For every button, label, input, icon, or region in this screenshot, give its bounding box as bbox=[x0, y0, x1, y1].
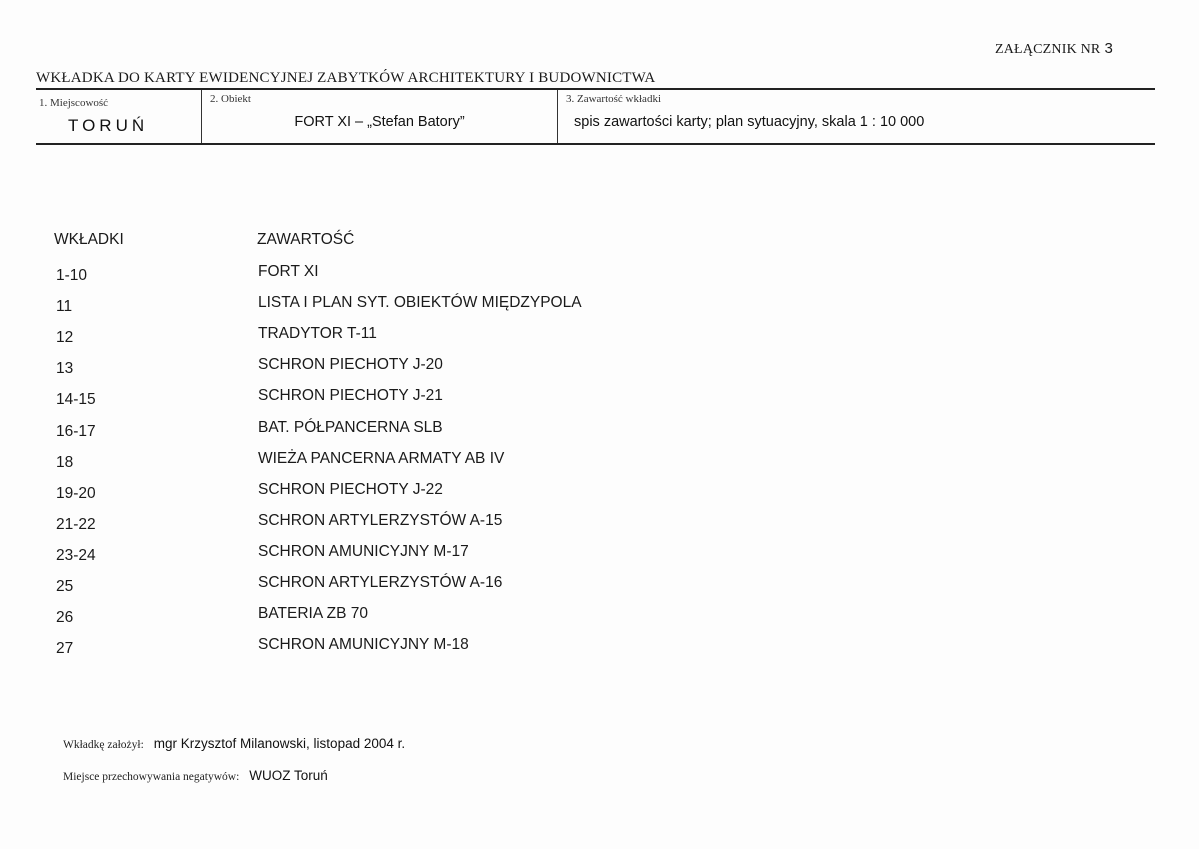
row-contents: BAT. PÓŁPANCERNA SLB bbox=[258, 418, 443, 436]
object-label: 2. Obiekt bbox=[210, 93, 251, 105]
row-inserts: 23-24 bbox=[56, 546, 96, 564]
list-row bbox=[54, 512, 754, 542]
list-row bbox=[54, 574, 754, 604]
row-inserts: 16-17 bbox=[56, 422, 96, 440]
list-row bbox=[54, 356, 754, 386]
annex-label bbox=[995, 40, 1113, 58]
row-contents: BATERIA ZB 70 bbox=[258, 605, 368, 623]
contents-value: spis zawartości karty; plan sytuacyjny, skala 1 : 10 000 bbox=[574, 114, 925, 130]
row-inserts: 19-20 bbox=[56, 484, 96, 502]
row-inserts: 12 bbox=[56, 329, 74, 347]
contents-label: 3. Zawartość wkładki bbox=[566, 93, 661, 105]
row-inserts: 26 bbox=[56, 609, 74, 627]
list-row bbox=[54, 450, 754, 480]
annex-text: ZAŁĄCZNIK NR bbox=[995, 42, 1101, 57]
row-contents: SCHRON PIECHOTY J-20 bbox=[258, 356, 443, 374]
locality-cell bbox=[36, 90, 201, 143]
row-contents: LISTA I PLAN SYT. OBIEKTÓW MIĘDZYPOLA bbox=[258, 294, 582, 312]
list-row bbox=[54, 263, 754, 293]
row-contents: WIEŻA PANCERNA ARMATY AB IV bbox=[258, 449, 505, 467]
row-contents: SCHRON ARTYLERZYSTÓW A-16 bbox=[258, 574, 503, 591]
row-contents: SCHRON ARTYLERZYSTÓW A-15 bbox=[258, 511, 503, 529]
row-inserts: 21-22 bbox=[56, 515, 96, 533]
created-by-label: Wkładkę założył: bbox=[63, 739, 144, 751]
row-inserts: 1-10 bbox=[56, 267, 88, 284]
locality-label: 1. Miejscowość bbox=[39, 97, 109, 109]
row-inserts: 27 bbox=[56, 640, 74, 658]
list-row bbox=[54, 543, 754, 573]
row-inserts: 18 bbox=[56, 453, 74, 471]
row-contents: FORT XI bbox=[258, 263, 319, 280]
list-row bbox=[54, 636, 754, 666]
annex-number: 3 bbox=[1104, 40, 1113, 57]
column-header-inserts: WKŁADKI bbox=[54, 231, 124, 248]
list-row bbox=[54, 387, 754, 417]
contents-cell bbox=[557, 90, 1155, 143]
row-contents: SCHRON PIECHOTY J-22 bbox=[258, 480, 443, 498]
negatives-value: WUOZ Toruń bbox=[249, 768, 328, 783]
row-contents: SCHRON PIECHOTY J-21 bbox=[258, 387, 443, 405]
row-contents: SCHRON AMUNICYJNY M-18 bbox=[258, 636, 469, 654]
header-table bbox=[36, 88, 1155, 145]
negatives-location-line bbox=[63, 768, 328, 783]
row-inserts: 13 bbox=[56, 360, 74, 378]
locality-value: TORUŃ bbox=[68, 116, 149, 135]
row-inserts: 11 bbox=[56, 298, 73, 316]
document-title: WKŁADKA DO KARTY EWIDENCYJNEJ ZABYTKÓW ARCHITEKTURY I BUDOWNICTWA bbox=[36, 70, 656, 86]
column-header-contents: ZAWARTOŚĆ bbox=[257, 231, 355, 248]
list-row bbox=[54, 419, 754, 449]
object-value: FORT XI – „Stefan Batory” bbox=[294, 114, 465, 130]
list-row bbox=[54, 294, 754, 324]
row-contents: SCHRON AMUNICYJNY M-17 bbox=[258, 542, 469, 560]
object-cell bbox=[201, 90, 557, 143]
created-by-value: mgr Krzysztof Milanowski, listopad 2004 r. bbox=[153, 736, 406, 751]
list-row bbox=[54, 481, 754, 511]
row-contents: TRADYTOR T-11 bbox=[258, 325, 377, 343]
negatives-label: Miejsce przechowywania negatywów: bbox=[63, 771, 240, 783]
created-by-line bbox=[63, 736, 405, 751]
list-row bbox=[54, 605, 754, 635]
row-inserts: 25 bbox=[56, 578, 74, 595]
row-inserts: 14-15 bbox=[56, 391, 96, 409]
list-row bbox=[54, 325, 754, 355]
